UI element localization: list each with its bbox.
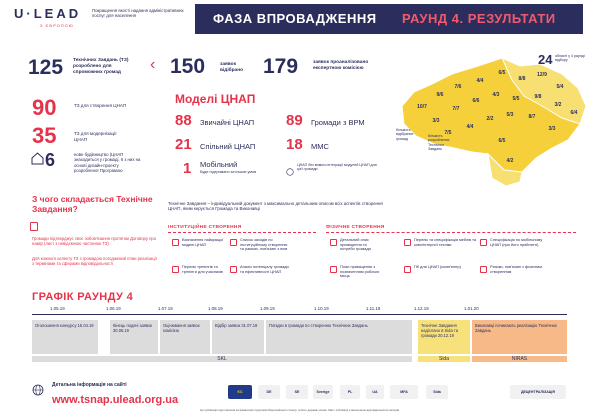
training-icon xyxy=(172,266,179,273)
inst-item: Список заходів по інституційному створенню та рамках, пов'язані з ним xyxy=(240,237,288,252)
sida-logo: Sida xyxy=(426,385,448,399)
map-region-label: 6/4 xyxy=(570,110,578,116)
mfa-logo: MFA xyxy=(390,385,418,399)
map-region-label: 9/8 xyxy=(534,94,542,100)
model-count-regular: 88 xyxy=(175,112,192,129)
timeline-phase: Технічне Завдання надіслано в Sida та громади 20.12.19 xyxy=(418,320,470,354)
inst-item: Аналіз потенціалу громади та ефективності ЦНАП xyxy=(240,264,289,274)
map-region-label: 12/9 xyxy=(537,72,547,78)
map-region-label: 5/4 xyxy=(556,84,564,90)
map-region-label: 9/6 xyxy=(436,92,444,98)
tag-niras: NIRAS xyxy=(511,356,528,362)
eu-flag-logo: ЄС xyxy=(228,385,252,399)
question-title: З чого складається Технічне Завдання? xyxy=(32,194,153,214)
chevron-left-icon: ‹ xyxy=(150,56,156,73)
phys-title: ФІЗИЧНЕ СТВОРЕННЯ xyxy=(326,225,385,230)
timeline-phase: Оцінювання заявок комісією xyxy=(160,320,210,354)
timeline-date: 1.05.19 xyxy=(50,306,65,311)
model-count-vrm: 89 xyxy=(286,112,303,129)
phys-item: Перелік та специфікація меблів та комп'ютерної техніки xyxy=(414,237,477,247)
ukraine-map xyxy=(392,44,590,194)
timeline-date: 1.12.19 xyxy=(414,306,429,311)
analyzed-label: заявок проаналізовано експертною комісією xyxy=(313,60,369,71)
question-text-2: Для кожного аспекту ТЗ з громадою погоджений план реалізації з термінами та сферами відповідальності xyxy=(32,256,157,267)
timeline-title: ГРАФІК РАУНДУ 4 xyxy=(32,291,134,303)
page-title: ФАЗА ВПРОВАДЖЕННЯ xyxy=(213,11,377,26)
phys-divider xyxy=(326,232,576,233)
footer-label: Детальна інформація на сайті xyxy=(52,382,127,388)
inst-divider xyxy=(168,232,316,233)
map-region-label: 7/5 xyxy=(444,130,452,136)
ulead-logo[interactable]: U·LEAD xyxy=(14,6,82,21)
map-region-label: 8/8 xyxy=(518,76,526,82)
question-text-1: Громади підтверджує своє зобов'язання протягом Договору про намір (лист з невідємною частиною ТЗ) xyxy=(32,236,157,247)
home-icon xyxy=(31,152,44,165)
map-region-label: 4/4 xyxy=(466,124,474,130)
model-label-joint: Спільний ЦНАП xyxy=(200,142,256,151)
tagline: Покращення якості надання адміністративних послуг для населення xyxy=(92,8,184,19)
new-build-count: 6 xyxy=(45,150,56,170)
map-region-label: 6/5 xyxy=(498,70,506,76)
analysis-icon xyxy=(230,266,237,273)
map-region-label: 8/7 xyxy=(528,114,536,120)
timeline-phase: Поїздки в громади по створенню Технічних Завдань xyxy=(266,320,412,354)
map-region-label: 2/2 xyxy=(486,116,494,122)
tag-skl: SKL xyxy=(217,356,227,362)
legend-note: ЦНАП без вимоги інтеграції модулей ЦНАП для цієї громади xyxy=(297,163,377,172)
model-count-mobile: 1 xyxy=(183,160,192,177)
phys-item: Специфікація по мобільному ЦНАП (при його прийнятті) xyxy=(490,237,543,247)
warning-icon xyxy=(480,266,487,273)
info-circle-icon xyxy=(286,163,294,171)
timeline-phase: Оголошення конкурсу 15.04.19 xyxy=(32,320,98,354)
cnap-new-label: ТЗ для створення ЦНАП xyxy=(74,103,127,108)
building-icon xyxy=(330,239,337,246)
timeline-date: 1.07.19 xyxy=(158,306,173,311)
list-doc-icon xyxy=(230,239,237,246)
timeline-date: 1.01.20 xyxy=(464,306,479,311)
timeline-phase: Відбір заявок 31.07.19 xyxy=(212,320,264,354)
footer-url-link[interactable]: www.tsnap.ulead.org.ua xyxy=(52,394,179,406)
phys-item: ПК для ЦНАП (комп'ютер) xyxy=(414,264,461,269)
germany-logo: DE xyxy=(258,385,280,399)
logo-subtitle: З ЄВРОПОЮ xyxy=(40,23,74,28)
tz-label: Технічних Завдань (ТЗ) розроблено для спроможних громад xyxy=(73,58,129,75)
timeline-axis xyxy=(32,314,567,315)
phys-item: Ризики, пов'язані з фізичним створенням xyxy=(490,264,542,274)
cnap-mod-count: 35 xyxy=(32,123,57,148)
decentralization-logo: ДЕЦЕНТРАЛІЗАЦІЯ xyxy=(510,385,566,399)
model-label-regular: Звичайні ЦНАП xyxy=(200,118,255,127)
map-region-label: 4/4 xyxy=(476,78,484,84)
map-region-label: 5/5 xyxy=(512,96,520,102)
footer-note: Ця публікація підготовлена за фінансової підтримки Європейського Союзу та його держав-членів. Зміст публікації є виключною відповідальністю авторів. xyxy=(200,408,400,412)
inst-title: ІНСТИТУЦІЙНЕ СТВОРЕННЯ xyxy=(168,225,242,230)
timeline-phase: Кінець подачі заявок 30.06.19 xyxy=(110,320,158,354)
tz-count: 125 xyxy=(28,56,64,79)
map-region-label: 4/2 xyxy=(506,158,514,164)
model-count-mms: 18 xyxy=(286,136,303,153)
inst-item: Визначення найкращої моделі ЦНАП xyxy=(182,237,224,247)
timeline-date: 1.08.19 xyxy=(208,306,223,311)
tag-sida: Sida xyxy=(438,356,449,362)
timeline-date: 1.10.19 xyxy=(314,306,329,311)
map-region-label: 3/3 xyxy=(432,118,440,124)
model-doc-icon xyxy=(172,239,179,246)
analyzed-count: 179 xyxy=(263,55,299,78)
computer-icon xyxy=(404,266,411,273)
phys-item: Детальний опис приміщення та потреби громади xyxy=(340,237,371,252)
map-region-label: 6/5 xyxy=(498,138,506,144)
round-title: РАУНД 4. РЕЗУЛЬТАТИ xyxy=(402,11,556,26)
applications-count: 150 xyxy=(170,55,206,78)
applications-label: заявок відібрано xyxy=(220,62,244,73)
model-count-joint: 21 xyxy=(175,136,192,153)
model-label-vrm: Громади з ВРМ xyxy=(311,118,365,127)
furniture-icon xyxy=(404,239,411,246)
model-label-mobile: Мобільний xyxy=(200,160,238,169)
tz-description: Технічне Завдання – індивідуальний документ з максимально детальним описом всіх аспектів створення ЦНАП, яким керується Громада та Виконавці xyxy=(168,201,383,212)
sweden-logo: SE xyxy=(286,385,308,399)
truck-icon xyxy=(480,239,487,246)
timeline-date: 1.11.19 xyxy=(366,306,381,311)
cnap-mod-label: ТЗ для модернізації ЦНАП xyxy=(74,131,117,142)
map-region-label: 4/3 xyxy=(492,92,500,98)
timeline-phase: Виконавці починають реалізацію Технічних Завдань xyxy=(472,320,567,354)
regions-count: 24 xyxy=(538,52,553,67)
models-title: Моделі ЦНАП xyxy=(175,92,256,106)
map-region-label: 7/6 xyxy=(454,84,462,90)
ukraine-logo: UA xyxy=(366,385,384,399)
poland-logo: PL xyxy=(340,385,360,399)
globe-icon xyxy=(32,383,44,395)
map-region-label: 10/7 xyxy=(417,104,427,110)
model-label-mms: ММС xyxy=(311,142,329,151)
map-region-label: 3/3 xyxy=(548,126,556,132)
map-legend-selected: Кількість відібраних громад xyxy=(396,128,414,141)
timeline-date: 1.09.19 xyxy=(260,306,275,311)
timeline-date: 1.06.19 xyxy=(106,306,121,311)
map-region-label: 5/3 xyxy=(506,112,514,118)
new-build-label: нове будівництво (ЦНАП знаходиться у громаді, 6 з них на основі дизайн-проекту розробленої Програмою xyxy=(74,152,141,173)
floorplan-icon xyxy=(330,266,337,273)
map-legend-tz: Кількість розроблених Технічних Завдань xyxy=(428,134,450,152)
check-doc-icon xyxy=(30,222,38,231)
phys-item: План приміщення з позначенням робочих місць xyxy=(340,264,380,279)
map-region-label: 6/6 xyxy=(472,98,480,104)
sverige-logo: Sverige xyxy=(313,385,333,399)
regions-label: області у 4 раунді відбору xyxy=(555,54,585,63)
map-region-label: 7/7 xyxy=(452,106,460,112)
mobile-note: Буде підтримано за іншою умов xyxy=(200,170,257,174)
inst-item: Перелік тренінгів та тренінги для учасників xyxy=(182,264,223,274)
cnap-new-count: 90 xyxy=(32,95,57,120)
map-region-label: 3/2 xyxy=(554,102,562,108)
